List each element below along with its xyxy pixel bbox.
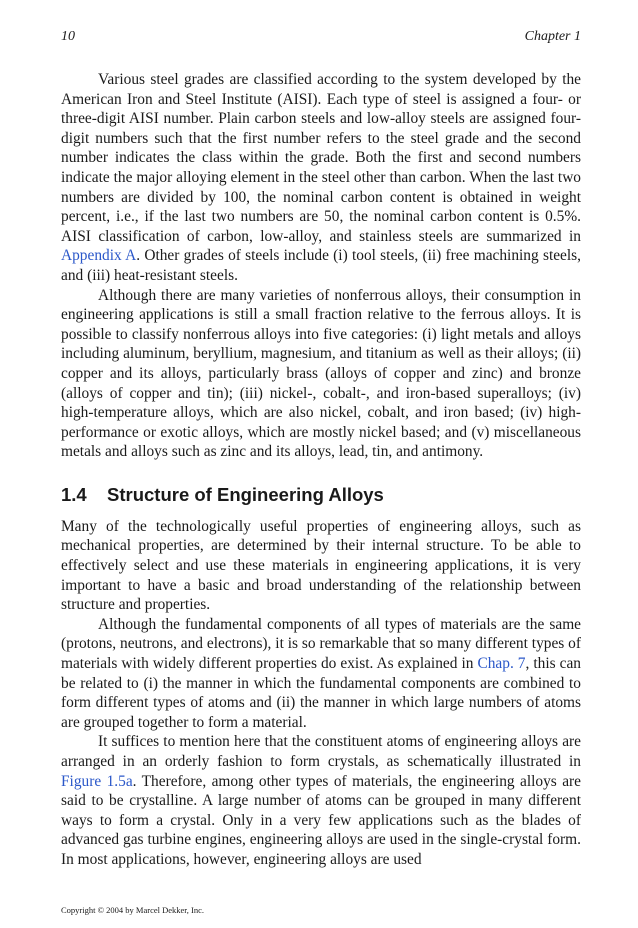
page-number: 10 bbox=[61, 29, 75, 44]
chapter-label: Chapter 1 bbox=[524, 29, 581, 44]
appendix-a-link[interactable]: Appendix A bbox=[61, 247, 137, 265]
paragraph-crystals: It suffices to mention here that the constituent atoms of engineering alloys are arranged in an orderly fashion to form crystals, as schematically illustrated in Figure 1.5a. Therefore, among other types of materials, the engineering alloys are said to be crystalline. A large number of atoms can be grouped in many different ways to form a crystal. Only in a very few applications such as the blades of advanced gas turbine engines, engineering alloys are used in the single-crystal form. In most applications, however, engineering alloys are used bbox=[61, 733, 581, 868]
section-heading bbox=[61, 484, 581, 506]
chap-7-link[interactable]: Chap. 7 bbox=[477, 655, 526, 673]
copyright-footer: Copyright © 2004 by Marcel Dekker, Inc. bbox=[61, 905, 205, 915]
paragraph-fundamental-components: Although the fundamental components of all types of materials are the same (protons, neutrons, and electrons), it is so remarkable that so many different types of materials with widely different properties do exist. As explained in Chap. 7, this can be related to (i) the manner in which the fundamental components are combined to form different types of atoms and (ii) the manner in which large numbers of atoms are grouped together to form a material. bbox=[61, 615, 581, 731]
page-body bbox=[61, 70, 581, 870]
section-title: Structure of Engineering Alloys bbox=[107, 483, 384, 505]
paragraph-aisi: Various steel grades are classified according to the system developed by the American Iron and Steel Institute (AISI). Each type of steel is assigned a four- or three-digit AISI number. Plain carbon steels and low-alloy steels are assigned four-digit numbers such that the first number refers to the steel grade and the second number indicates the class within the grade. Both the first and second numbers indicate the major alloying element in the steel other than carbon. When the last two numbers are divided by 100, the nominal carbon content is obtained in weight percent, i.e., if the last two numbers are 50, the nominal carbon content is 0.5%. AISI classification of carbon, low-alloy, and stainless steels are summarized in Appendix A. Other grades of steels include (i) tool steels, (ii) free machining steels, and (iii) heat-resistant steels. bbox=[61, 71, 582, 284]
paragraph-structure-intro: Many of the technologically useful properties of engineering alloys, such as mechanical properties, are determined by their internal structure. To be able to effectively select and use these materials in engineering applications, it is very important to have a basic and broad understanding of the relationship between structure and properties. bbox=[61, 517, 581, 614]
paragraph-nonferrous: Although there are many varieties of nonferrous alloys, their consumption in engineering applications is still a small fraction relative to the ferrous alloys. It is possible to classify nonferrous alloys into five categories: (i) light metals and alloys including aluminum, beryllium, magnesium, and titanium as well as their alloys; (ii) copper and its alloys, particularly brass (alloys of copper and zinc) and bronze (alloys of copper and tin); (iii) nickel-, cobalt-, and iron-based superalloys; (iv) high-temperature alloys, which are also nickel, cobalt, and iron based; (iv) high-performance or exotic alloys, which are mostly nickel based; and (v) miscellaneous metals and alloys such as zinc and its alloys, lead, tin, and antimony. bbox=[61, 286, 581, 461]
section-number: 1.4 bbox=[61, 483, 87, 505]
figure-1-5a-link[interactable]: Figure 1.5a bbox=[61, 772, 133, 790]
